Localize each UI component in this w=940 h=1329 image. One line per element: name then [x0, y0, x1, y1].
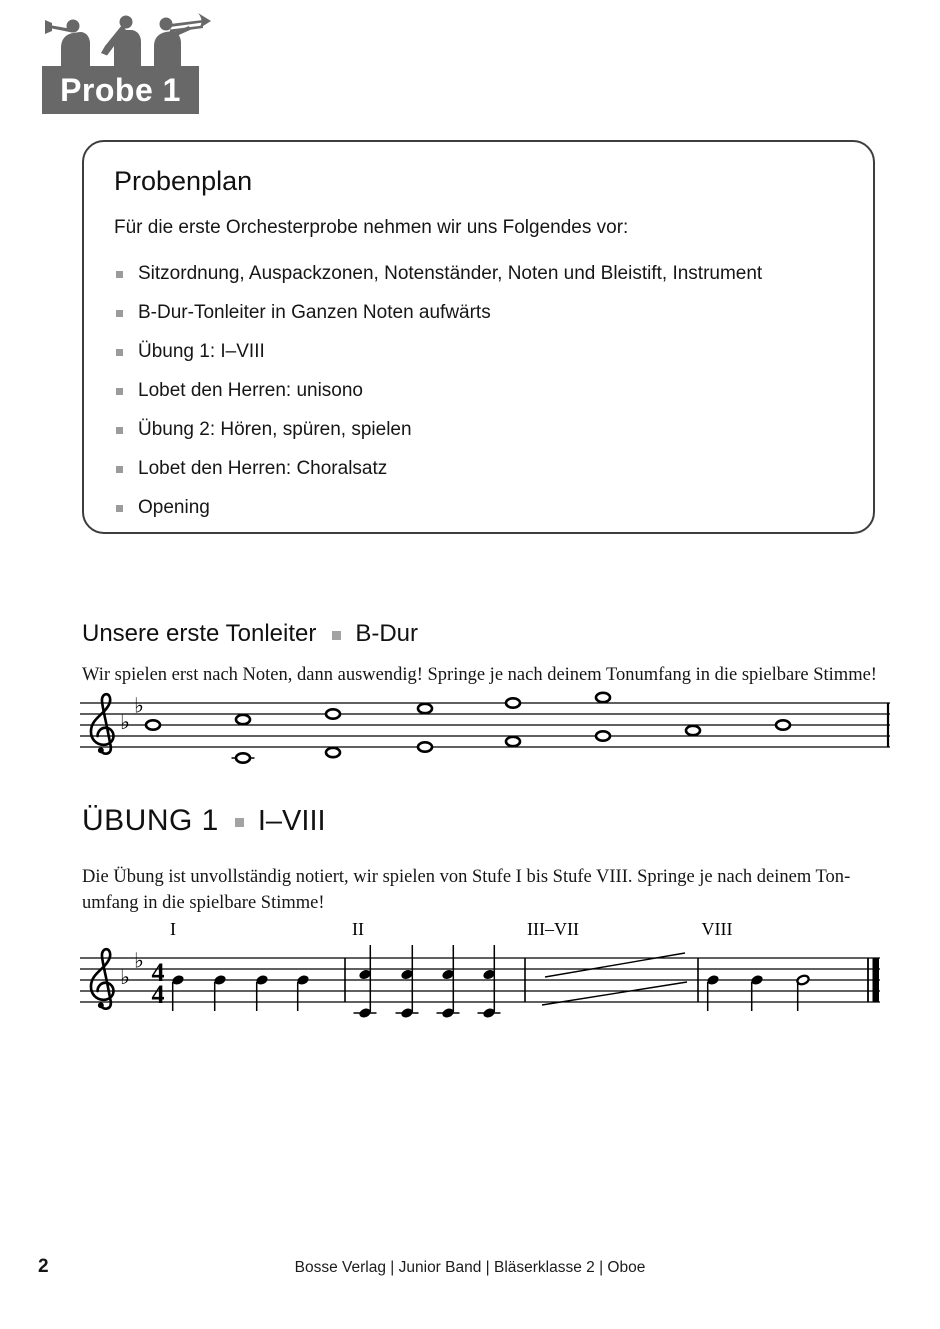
svg-text:4: 4	[151, 958, 165, 987]
plan-list-item	[114, 263, 843, 285]
scale-section-subtitle: B-Dur	[355, 620, 419, 647]
exercise-section-subtitle: I–VIII	[257, 804, 326, 837]
plan-item-label: Lobet den Herren: Choralsatz	[138, 458, 388, 479]
plan-item-label: Opening	[138, 497, 210, 518]
scale-section-heading	[82, 620, 418, 648]
separator-square-icon	[332, 631, 341, 640]
exercise-section-title: ÜBUNG 1	[82, 804, 219, 837]
probe-badge-bar	[42, 66, 199, 114]
plan-list-item	[114, 380, 843, 402]
musicians-silhouette-icon	[42, 12, 214, 72]
plan-list-item	[114, 419, 843, 441]
plan-list-item	[114, 302, 843, 324]
svg-text:♭: ♭	[120, 710, 130, 734]
bullet-square-icon	[116, 271, 123, 278]
plan-item-label: Lobet den Herren: unisono	[138, 380, 363, 401]
svg-text:III–VII: III–VII	[527, 919, 579, 939]
svg-text:♭: ♭	[134, 693, 144, 718]
bullet-square-icon	[116, 310, 123, 317]
svg-text:I: I	[170, 919, 176, 939]
bullet-square-icon	[116, 427, 123, 434]
bullet-square-icon	[116, 466, 123, 473]
plan-item-label: B-Dur-Tonleiter in Ganzen Noten aufwärts	[138, 302, 491, 323]
exercise-section-heading	[82, 804, 326, 838]
plan-list-item	[114, 341, 843, 363]
plan-list-item	[114, 458, 843, 480]
svg-text:VIII: VIII	[701, 919, 733, 939]
plan-list	[114, 263, 843, 519]
plan-title: Probenplan	[114, 166, 253, 196]
plan-item-label: Übung 2: Hören, spüren, spielen	[138, 419, 412, 440]
bullet-square-icon	[116, 349, 123, 356]
exercise-section-description: Die Übung ist unvollständig notiert, wir spielen von Stufe I bis Stufe VIII. Springe je nach deinem Tonumfang in die spielbare Stimme!	[82, 867, 851, 914]
plan-intro: Für die erste Orchesterprobe nehmen wir uns Folgendes vor:	[114, 217, 629, 238]
scale-section-title: Unsere erste Tonleiter	[82, 620, 317, 647]
bullet-square-icon	[116, 388, 123, 395]
bullet-square-icon	[116, 505, 123, 512]
exercise-staff-notation	[80, 915, 895, 1030]
probe-badge-label: Probe 1	[60, 71, 181, 108]
probenplan-box	[82, 140, 875, 534]
plan-item-label: Sitzordnung, Auspackzonen, Notenständer, Noten und Bleistift, Instrument	[138, 263, 763, 284]
page-number: 2	[38, 1256, 49, 1277]
footer-credit: Bosse Verlag | Junior Band | Bläserklasse 2 | Oboe	[294, 1259, 646, 1276]
scale-section-description: Wir spielen erst nach Noten, dann auswendig! Springe je nach deinem Tonumfang in die spielbare Stimme!	[82, 665, 877, 685]
svg-text:4: 4	[151, 980, 165, 1009]
separator-square-icon	[235, 818, 244, 827]
probe-badge	[42, 12, 222, 108]
plan-list-item	[114, 497, 843, 519]
svg-text:♭: ♭	[120, 965, 130, 989]
svg-text:II: II	[352, 919, 364, 939]
svg-text:♭: ♭	[134, 948, 144, 973]
plan-item-label: Übung 1: I–VIII	[138, 341, 265, 362]
scale-staff-notation	[80, 680, 895, 775]
